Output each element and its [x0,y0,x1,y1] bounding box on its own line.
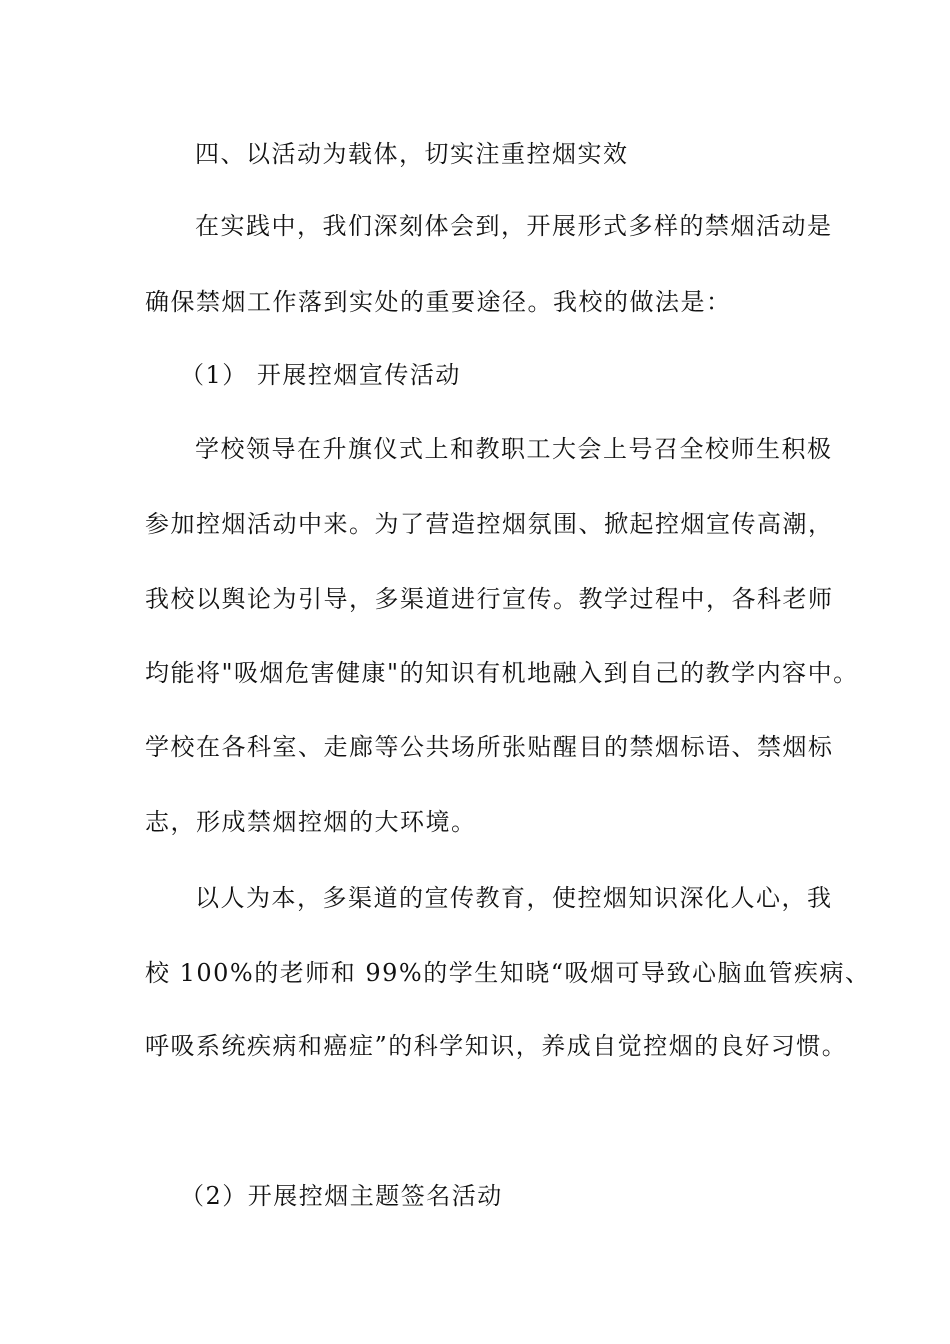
paragraph-line: 在实践中，我们深刻体会到，开展形式多样的禁烟活动是 [195,212,833,240]
paragraph-line: 学校在各科室、走廊等公共场所张贴醒目的禁烟标语、禁烟标 [145,733,834,761]
paragraph-line: 以人为本，多渠道的宣传教育，使控烟知识深化人心，我 [195,884,833,912]
paragraph-line: 参加控烟活动中来。为了营造控烟氛围、掀起控烟宣传高潮， [145,510,834,538]
paragraph-line: 确保禁烟工作落到实处的重要途径。我校的做法是： [145,288,732,316]
paragraph-line: 学校领导在升旗仪式上和教职工大会上号召全校师生积极 [195,435,833,463]
subsection-heading: （1） 开展控烟宣传活动 [180,361,461,389]
paragraph-line: 均能将"吸烟危害健康"的知识有机地融入到自己的教学内容中。 [145,659,859,687]
paragraph-line: 呼吸系统疾病和癌症”的科学知识，养成自觉控烟的良好习惯。 [145,1032,848,1060]
subsection-heading: （2）开展控烟主题签名活动 [180,1182,503,1210]
paragraph-line: 我校以舆论为引导，多渠道进行宣传。教学过程中，各科老师 [145,585,834,613]
paragraph-line: 志，形成禁烟控烟的大环境。 [145,808,477,836]
paragraph-line: 校 100%的老师和 99%的学生知晓“吸烟可导致心脑血管疾病、 [145,959,871,987]
section-heading: 四、以活动为载体，切实注重控烟实效 [195,140,629,168]
